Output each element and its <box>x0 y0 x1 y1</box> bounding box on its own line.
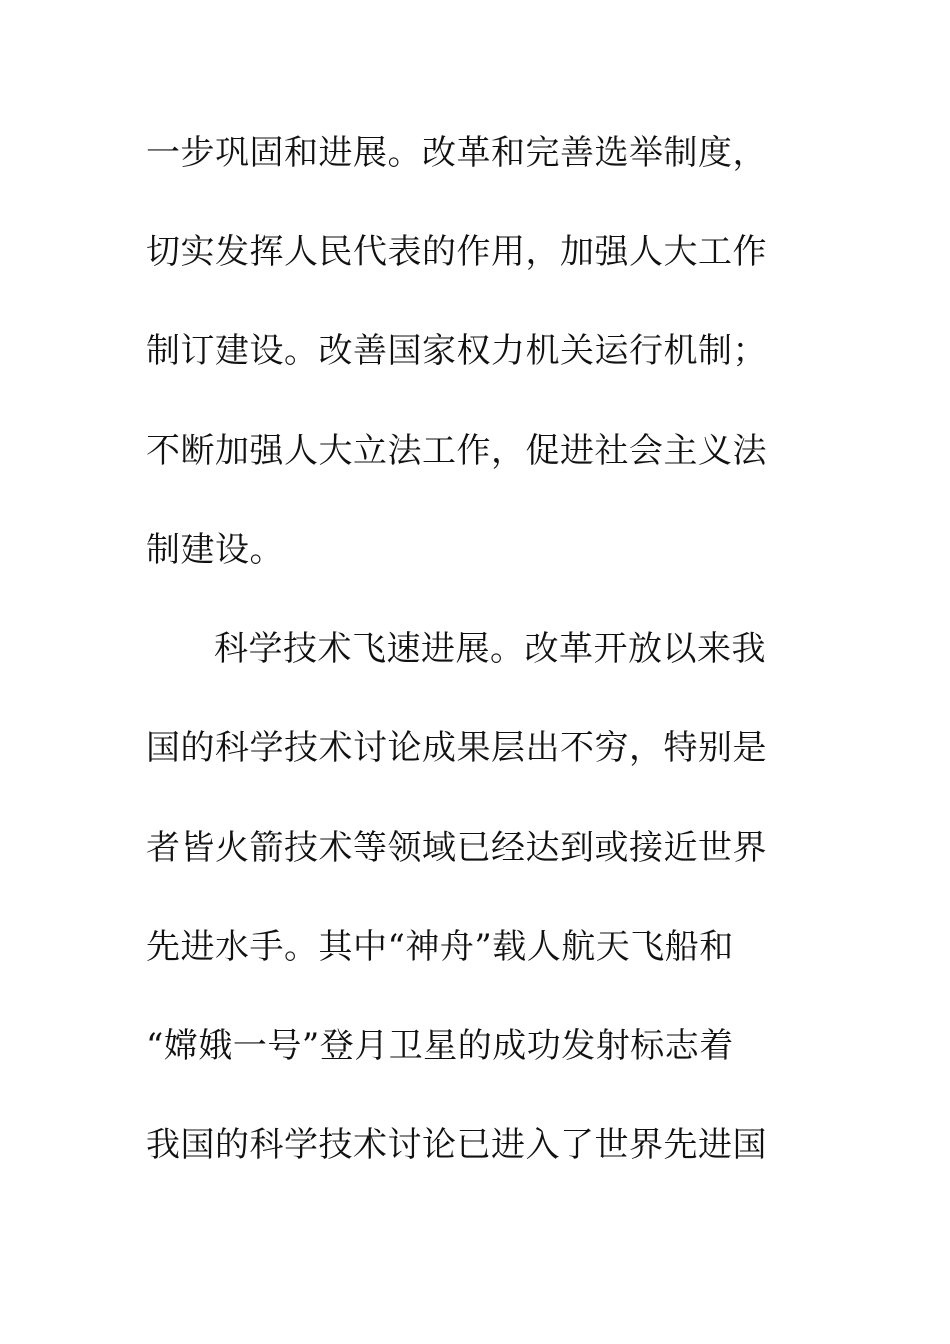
text-line: 先进水手。其中“神舟”载人航天飞船和 <box>146 927 734 967</box>
paragraph-first-line: 科学技术飞速进展。改革开放以来我 <box>214 629 766 669</box>
text-line: 不断加强人大立法工作，促进社会主义法 <box>146 431 767 471</box>
text-line: 一步巩固和进展。改革和完善选举制度， <box>146 133 767 173</box>
text-line: 我国的科学技术讨论已进入了世界先进国 <box>146 1125 767 1165</box>
text-line: 者皆火箭技术等领域已经达到或接近世界 <box>146 828 767 868</box>
text-line: “嫦娥一号”登月卫星的成功发射标志着 <box>146 1026 734 1066</box>
text-line: 制订建设。改善国家权力机关运行机制； <box>146 331 767 371</box>
text-line: 切实发挥人民代表的作用，加强人大工作 <box>146 232 767 272</box>
text-line: 国的科学技术讨论成果层出不穷，特别是 <box>146 728 767 768</box>
text-line: 制建设。 <box>146 530 284 570</box>
